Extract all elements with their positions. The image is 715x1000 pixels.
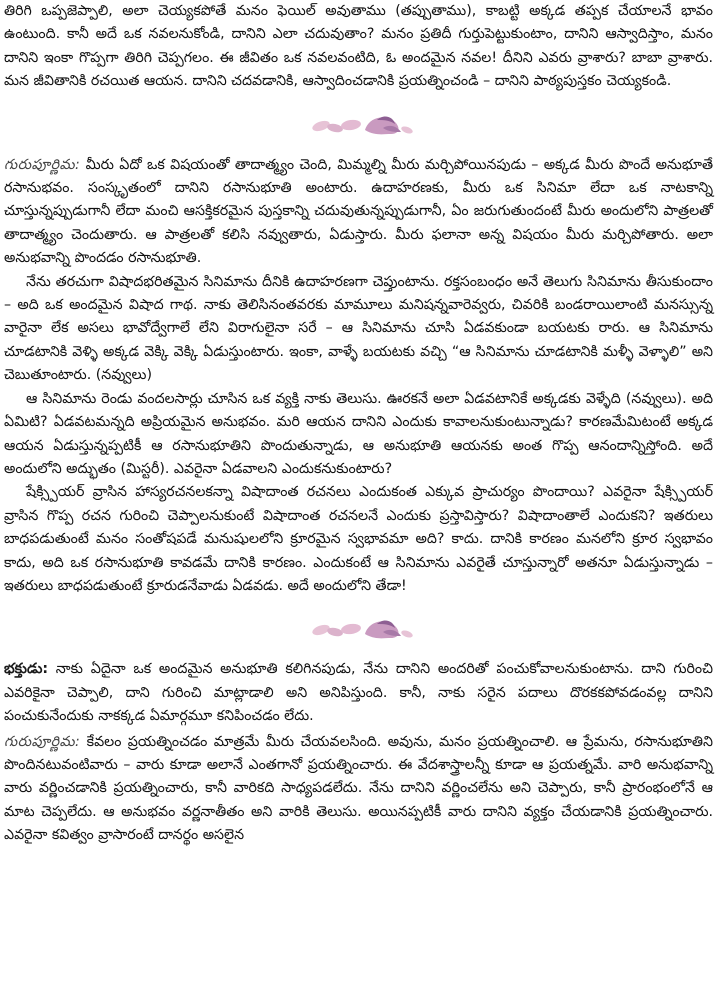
flower-petals-icon <box>299 610 419 646</box>
speaker-label-guru: గురుపూర్ణిమ: <box>4 156 81 173</box>
paragraph-viewer: ఆ సినిమాను రెండు వందలసార్లు చూసిన ఒక వ్యక్తి నాకు తెలుసు. ఊరకనే అలా ఏడవటానికే అక్కడకు వెళ్ళేది (నవ్వులు). అది ఏమిటి? ఏడవటమన్నది అప్రియమైన అనుభవం. మరి ఆయన దానిని ఎందుకు కావాలనుకుంటున్నాడు? కారణమేమిటంటే అక్కడ ఆయన ఏడుస్తున్నప్పటికీ ఆ రసానుభూతిని పొందుతున్నాడు, ఆ అనుభూతి ఆయనకు అంత గొప్ప ఆనందాన్నిస్తోంది. అదే అందులోని అద్భుతం (మిస్టరీ). ఎవరైనా ఏడవాలని ఎందుకనుకుంటారు? <box>4 390 713 477</box>
paragraph-devotee <box>4 658 713 728</box>
paragraph-shakespeare: షేక్స్పియర్ వ్రాసిన హాస్యరచనలకన్నా విషాదాంత రచనలు ఎందుకంత ఎక్కువ ప్రాచుర్యం పొందాయి? ఎవరైనా షేక్స్పియర్ వ్రాసిన గొప్ప రచన గురించి చెప్పాలనుకుంటే విషాదాంత రచనలనే ఎందుకు ప్రస్తావిస్తారు? విషాదాంతాలే ఎందుకని? ఇతరులు బాధపడుతుంటే మనం సంతోషపడే మనుషులలోని క్రూరమైన స్వభావమా అది? కాదు. దానికి కారణం మనలోని క్రూర స్వభావం కాదు, అది ఒక రసానుభూతి కావడమే దానికి కారణం. ఎందుకంటే ఆ సినిమాను ఎవరైతే చూస్తున్నారో అతనూ ఏడుస్తున్నాడు – ఇతరులు బాధపడుతుంటే క్రూరుడనేవాడు ఏడవడు. అదే అందులోని తేడా! <box>4 484 713 594</box>
paragraph-text: కేవలం ప్రయత్నించడం మాత్రమే మీరు చేయవలసింది. అవును, మనం ప్రయత్నించాలి. ఆ ప్రేమను, రసానుభూతిని పొందినటువంటివారు – వారు కూడా అలానే ఎంతగానో ప్రయత్నించారు. ఈ వేదశాస్త్రాలన్నీ కూడా ఆ ప్రయత్నమే. వారి అనుభవాన్ని వారు వర్ణించడానికి ప్రయత్నించారు, కానీ వారికది సాధ్యపడలేదు. నేను దానిని వర్ణించలేను అని చెప్పారు, కానీ ప్రారంభంలోనే ఆ మాట చెప్పలేదు. ఆ అనుభవం వర్ణనాతీతం అని వారికి తెలుసు. అయినప్పటికీ వారు దానిని వ్యక్తం చేయడానికి ప్రయత్నించారు. ఎవరైనా కవిత్వం వ్రాసారంటే దానర్థం అసలైన <box>4 733 713 844</box>
paragraph-guru-1 <box>4 154 713 271</box>
section-divider <box>4 94 713 154</box>
paragraph-text: నాకు ఏదైనా ఒక అందమైన అనుభూతి కలిగినపుడు, నేను దానిని అందరితో పంచుకోవాలనుకుంటాను. దాని గురించి ఎవరికైనా చెప్పాలి, దాని గురించి మాట్లాడాలి అని అనిపిస్తుంది. కానీ, నాకు సరైన పదాలు దొరకకపోవడంవల్ల దానిని పంచుకునేందుకు నాకక్కడ ఏమార్గమూ కనిపించడం లేదు. <box>4 661 713 725</box>
paragraph-intro: తిరిగి ఒప్పజెప్పాలి, అలా చెయ్యకపోతే మనం ఫెయిల్ అవుతాము (తప్పుతాము), కాబట్టి అక్కడ తప్పక చేయాలనే భావం ఉంటుంది. కానీ అదే ఒక నవలనుకోండి, దానిని ఎలా చదువుతాం? మనం ప్రతిదీ గుర్తుపెట్టుకుంటాం, దానిని ఆస్వాదిస్తాం, మనం దానిని ఇంకా గొప్పగా తిరిగి చెప్పగలం. ఈ జీవితం ఒక నవలవంటిది, ఓ అందమైన నవల! దీనిని ఎవరు వ్రాశారు? బాబా వ్రాశారు. మన జీవితానికి రచయిత ఆయన. దానిని చదవడానికి, ఆస్వాదించడానికి ప్రయత్నించండి – దానిని పాఠ్యపుస్తకం చెయ్యకండి. <box>4 3 713 90</box>
paragraph-example: నేను తరచుగా విషాదభరితమైన సినిమాను దీనికి ఉదాహరణగా చెప్తుంటాను. రక్తసంబంధం అనే తెలుగు సినిమాను తీసుకుందాం – అది ఒక అందమైన విషాద గాథ. నాకు తెలిసినంతవరకు మామూలు మనిషన్నవారెవ్వరు, చివరికి బండరాయిలాంటి మనస్సున్న వారైనా లేక అసలు భావోద్వేగాలే లేని విరాగులైనా సరే – ఆ సినిమాను చూసి ఏడవకుండా బయటకు రారు. ఆ సినిమాను చూడటానికి వెళ్ళి అక్కడ వెక్కి వెక్కి ఏడుస్తుంటారు. ఇంకా, వాళ్ళే బయటకు వచ్చి “ఆ సినిమాను చూడటానికి మళ్ళీ వెళ్ళాలి” అని చెబుతూంటారు. (నవ్వులు) <box>4 273 713 384</box>
flower-petals-icon <box>299 106 419 142</box>
speaker-label-guru: గురుపూర్ణిమ: <box>4 733 81 750</box>
speaker-label-devotee: భక్తుడు: <box>4 661 49 678</box>
section-divider <box>4 598 713 658</box>
paragraph-text: మీరు ఏదో ఒక విషయంతో తాదాత్మ్యం చెంది, మిమ్మల్ని మీరు మర్చిపోయినపుడు – అక్కడ మీరు పొందే అనుభూతే రసానుభవం. సంస్కృతంలో దానిని రసానుభూతి అంటారు. ఉదాహరణకు, మీరు ఒక సినిమా లేదా ఒక నాటకాన్ని చూస్తున్నప్పుడుగానీ లేదా మంచి ఆసక్తికరమైన పుస్తకాన్ని చదువుతున్నప్పుడుగానీ, ఏం జరుగుతుందంటే మీరు అందులోని పాత్రలతో తాదాత్మ్యం చెందుతారు. ఆ పాత్రలతో కలిసి నవ్వుతారు, ఏడుస్తారు. మీరు ఫలానా అన్న విషయం మీరు మర్చిపోతారు. అలా అనుభవాన్ని పొందడం రసానుభూతి. <box>4 156 713 267</box>
paragraph-guru-2 <box>4 731 713 848</box>
